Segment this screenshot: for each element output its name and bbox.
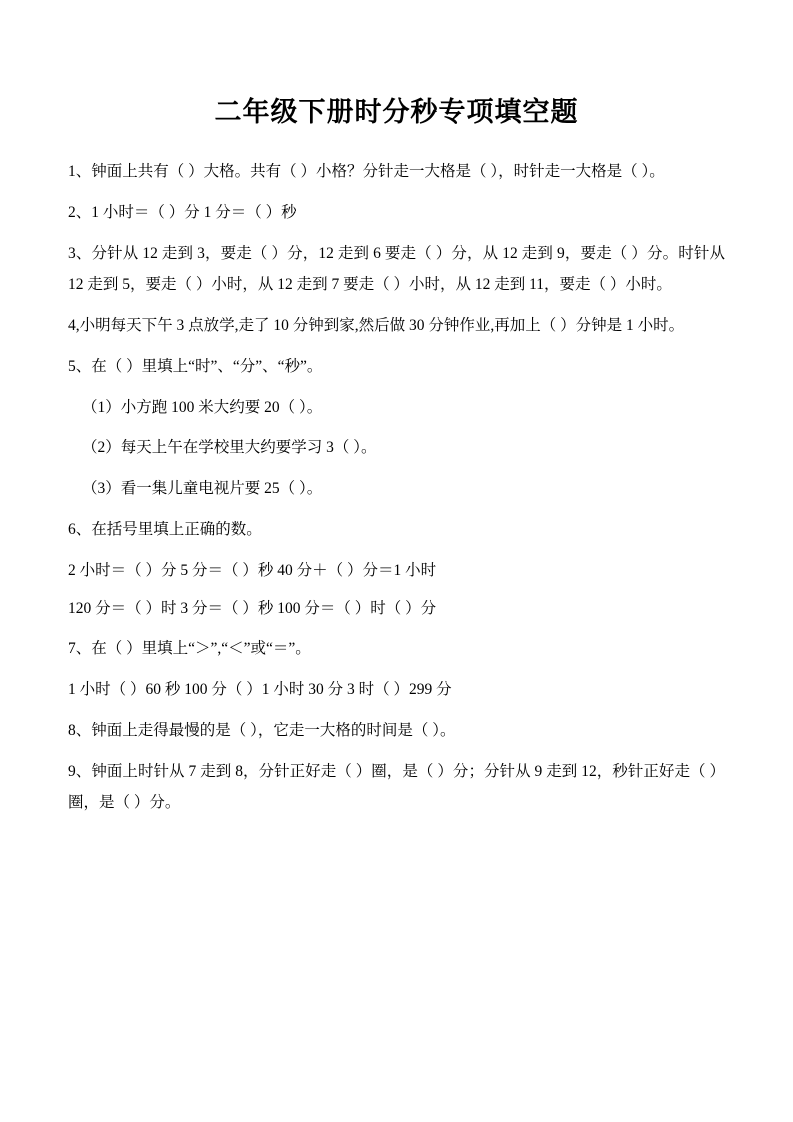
question-sub-item: 120 分＝（ ）时 3 分＝（ ）秒 100 分＝（ ）时（ ）分 [68,599,437,617]
question-sub-item: 2 小时＝（ ）分 5 分＝（ ）秒 40 分＋（ ）分＝1 小时 [68,561,437,579]
question-item: 2、1 小时＝（ ）分 1 分＝（ ）秒 [68,203,297,221]
question-item: 7、在（ ）里填上“＞”,“＜”或“＝”。 [68,640,311,658]
question-sub-item: 1 小时（ ）60 秒 100 分（ ）1 小时 30 分 3 时（ ）299 分 [68,681,452,699]
question-item: 3、分针从 12 走到 3，要走（ ）分，12 走到 6 要走（ ）分，从 12 走到 9，要走（ ）分。时针从 12 走到 5，要走（ ）小时，从 12 走到 7 要走（ ）小时，从 12 走到 11，要走（ ）小时。 [68,244,725,294]
page-title: 二年级下册时分秒专项填空题 [214,97,579,127]
question-sub-item: （1）小方跑 100 米大约要 20（ ）。 [82,398,323,416]
question-item: 4,小明每天下午 3 点放学,走了 10 分钟到家,然后做 30 分钟作业,再加上（ ）分钟是 1 小时。 [68,317,685,335]
question-list [68,156,725,819]
question-item: 8、钟面上走得最慢的是（ ），它走一大格的时间是（ ）。 [68,721,456,739]
question-sub-item: （2）每天上午在学校里大约要学习 3（ ）。 [82,439,377,457]
question-item: 9、钟面上时针从 7 走到 8，分针正好走（ ）圈，是（ ）分；分针从 9 走到 12，秒针正好走（ ）圈，是（ ）分。 [68,762,725,812]
question-sub-item: （3）看一集儿童电视片要 25（ ）。 [82,480,323,498]
question-item: 6、在括号里填上正确的数。 [68,520,262,538]
question-item: 1、钟面上共有（ ）大格。共有（ ）小格？分针走一大格是（ ），时针走一大格是（ ）。 [68,163,665,181]
question-item: 5、在（ ）里填上“时”、“分”、“秒”。 [68,357,323,375]
